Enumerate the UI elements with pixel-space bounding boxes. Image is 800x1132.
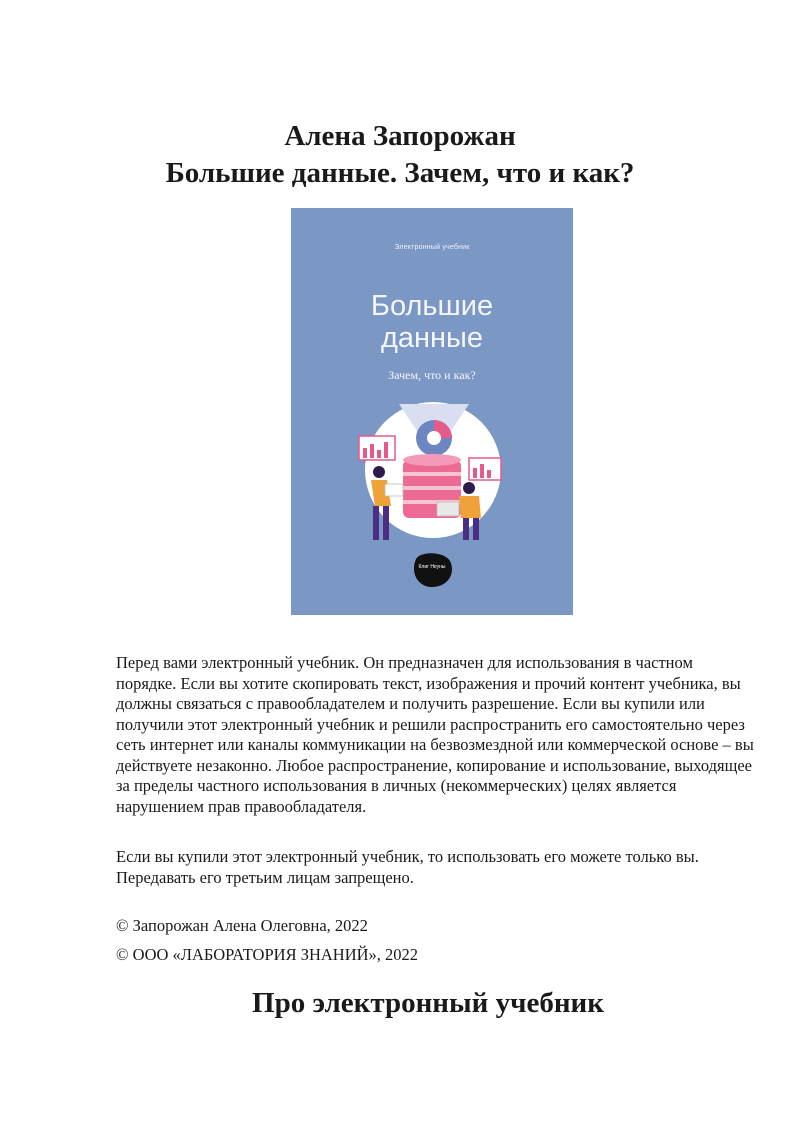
cover-title-line2: данные	[380, 322, 484, 354]
illustration-person-left	[373, 466, 385, 478]
publisher-logo-text: Клиг Неуны	[418, 564, 446, 570]
section-heading: Про электронный учебник	[252, 987, 604, 1019]
illustration-person-right	[463, 482, 475, 494]
license-paragraph: Перед вами электронный учебник. Он предназначен для использования в частном порядке. Если вы хотите скопировать текст, изображения и прочий контент учебника, вы должны связаться с правообладателем и получить разрешение. Если вы купили или получили этот электронный учебник и решили распространить его самостоятельно через сеть интернет или каналы коммуникации на безвозмездной или коммерческой основе – вы действуете незаконно. Любое распространение, копирование и использование, выходящее за пределы частного использования в личных (некоммерческих) целях является нарушением прав правообладателя.	[116, 653, 754, 816]
cover-title-line1: Большие	[370, 290, 494, 322]
author-name: Алена Запорожан	[284, 120, 516, 152]
cover-illustration	[351, 398, 511, 548]
book-title: Большие данные. Зачем, что и как?	[165, 157, 635, 189]
cover-title	[291, 290, 573, 354]
cover-subtitle: Зачем, что и как?	[388, 368, 476, 382]
usage-paragraph: Если вы купили этот электронный учебник, то использовать его можете только вы. Передавать его третьим лицам запрещено.	[116, 847, 699, 887]
book-cover	[291, 208, 573, 615]
copyright-publisher: © ООО «ЛАБОРАТОРИЯ ЗНАНИЙ», 2022	[116, 945, 419, 964]
title-block	[0, 118, 800, 192]
publisher-logo	[410, 551, 454, 589]
copyright-author: © Запорожан Алена Олеговна, 2022	[116, 916, 368, 935]
cover-kicker: Электронный учебник	[394, 244, 470, 251]
